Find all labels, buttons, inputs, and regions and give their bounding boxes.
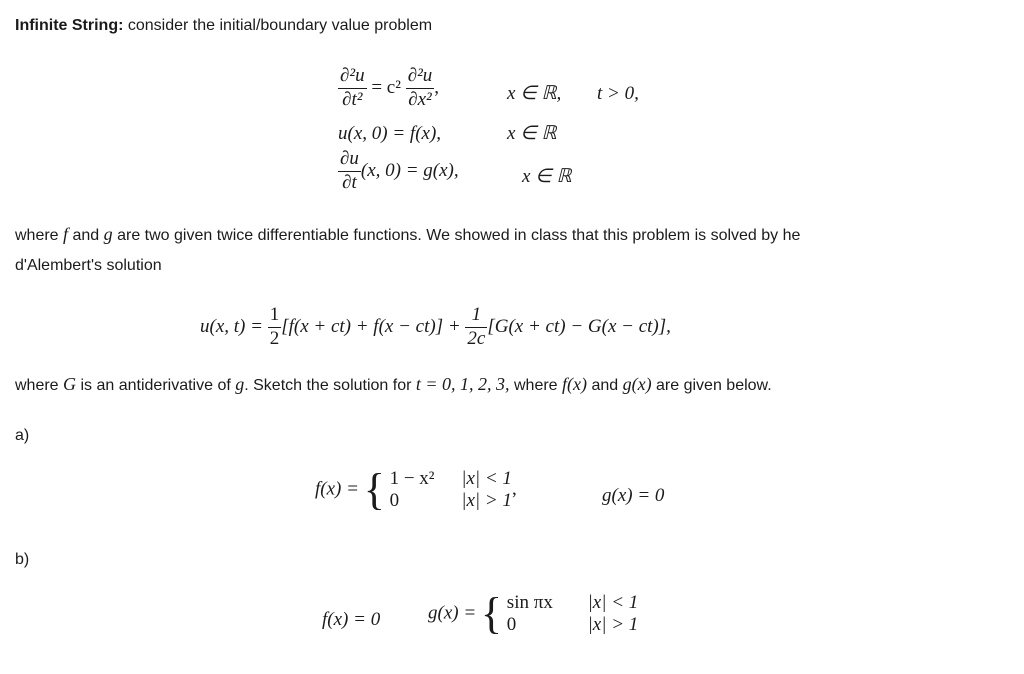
frac-den: 2c (467, 327, 486, 349)
comma: , (434, 76, 440, 98)
frac-num: 1 (268, 305, 282, 328)
text: and (587, 377, 623, 394)
case-2-condition: |x| > 1 (461, 490, 512, 511)
G-symbol: G (63, 374, 77, 394)
paragraph-1-line-1 (15, 224, 800, 245)
frac-den: 2 (269, 327, 280, 349)
frac-den: ∂t (342, 171, 357, 193)
u-lhs: u(x, t) = (200, 315, 263, 337)
cases-conditions (461, 468, 512, 512)
cases-values (390, 468, 435, 512)
case-1-condition: |x| < 1 (461, 468, 512, 490)
case-1-condition: |x| < 1 (587, 592, 639, 614)
f-lhs: f(x) = (315, 478, 359, 500)
g-symbol: g (103, 224, 113, 244)
pde-line-3 (338, 149, 459, 194)
text: . Sketch the solution for (244, 377, 416, 394)
text: where (509, 377, 563, 394)
part-a-f-definition (315, 465, 517, 514)
pde-line-1-domain: x ∈ ℝ, (507, 83, 562, 104)
problem-heading (15, 17, 432, 35)
gx-symbol: g(x) (622, 374, 652, 394)
text: where (15, 377, 64, 394)
frac-num: 1 (465, 305, 487, 328)
case-2-value: 0 (506, 614, 517, 635)
left-brace-icon: { (480, 589, 503, 638)
cases-conditions (588, 592, 639, 636)
comma: , (511, 478, 517, 500)
g-term: [G(x + ct) − G(x − ct)], (487, 315, 671, 337)
case-2-condition: |x| > 1 (587, 614, 639, 635)
d2u-dt2 (338, 66, 367, 111)
pde-line-1-time: t > 0, (597, 83, 639, 104)
text: and (68, 227, 104, 244)
g-lhs: g(x) = (428, 602, 477, 624)
text: where (15, 227, 64, 244)
part-b-label: b) (15, 551, 30, 568)
frac-den: ∂x² (408, 88, 432, 110)
du-dt (338, 149, 361, 194)
left-brace-icon: { (363, 465, 385, 514)
pde-line-3-domain: x ∈ ℝ (522, 166, 572, 187)
one-over-2c (465, 305, 487, 350)
text: is an antiderivative of (76, 377, 236, 394)
frac-num: ∂²u (406, 66, 435, 89)
frac-num: ∂²u (338, 66, 367, 89)
f-term: [f(x + ct) + f(x − ct)] + (281, 315, 461, 337)
equals-c2: = c² (371, 76, 401, 98)
text: are given below. (651, 377, 772, 394)
paragraph-1-line-2: d'Alembert's solution (15, 257, 162, 274)
case-1-value: 1 − x² (389, 468, 435, 490)
f-symbol: f (63, 224, 69, 244)
cases-values (507, 592, 553, 636)
initial-velocity: (x, 0) = g(x), (360, 159, 459, 181)
heading-rest: consider the initial/boundary value problem (123, 17, 433, 34)
heading-bold: Infinite String: (15, 17, 124, 34)
paragraph-2 (15, 374, 772, 395)
part-a-g-definition: g(x) = 0 (602, 485, 665, 506)
pde-line-2-domain: x ∈ ℝ (507, 123, 557, 144)
fx-symbol: f(x) (562, 374, 587, 394)
case-1-value: sin πx (506, 592, 553, 614)
frac-num: ∂u (338, 149, 361, 172)
pde-line-1 (338, 66, 439, 111)
text: are two given twice differentiable functions. We showed in class that this problem is solved by he (112, 227, 801, 244)
g-symbol: g (235, 374, 245, 394)
part-a-label: a) (15, 427, 30, 444)
case-2-value: 0 (389, 490, 400, 511)
t-values: t = 0, 1, 2, 3, (415, 374, 510, 394)
frac-den: ∂t² (342, 88, 363, 110)
dalembert-formula (200, 305, 671, 350)
pde-line-2: u(x, 0) = f(x), (338, 123, 442, 144)
part-b-g-definition (428, 589, 639, 638)
part-b-f-definition: f(x) = 0 (322, 609, 381, 630)
d2u-dx2 (406, 66, 435, 111)
one-half (268, 305, 282, 350)
